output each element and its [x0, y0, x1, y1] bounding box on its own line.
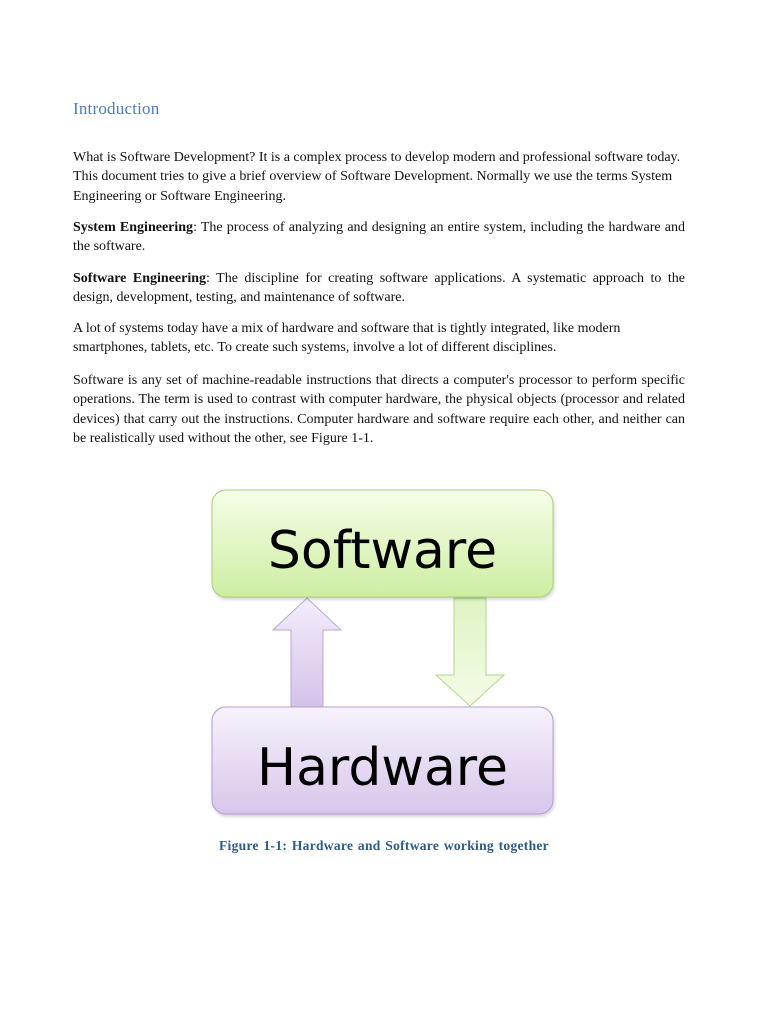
term-system-engineering: System Engineering	[73, 220, 194, 235]
paragraph-intro: What is Software Development? It is a complex process to develop modern and professional software today. This document tries to give a brief overview of Software Development. Normally we use the terms System Engineering or Software Engineering.	[73, 150, 681, 204]
hardware-box-label: Hardware	[256, 738, 509, 798]
arrow-up-icon	[273, 598, 341, 707]
software-box-label: Software	[267, 521, 498, 581]
paragraph-systems-mix: A lot of systems today have a mix of hardware and software that is tightly integrated, like modern smartphones, tablets, etc. To create such systems, involve a lot of different disciplines.	[73, 321, 621, 356]
paragraph-software-engineering	[73, 269, 685, 308]
section-heading: Introduction	[73, 99, 160, 118]
hardware-box	[212, 707, 553, 814]
definition-system-engineering: : The process of analyzing and designing an entire system, including the hardware and the software.	[73, 220, 685, 255]
definition-software-engineering: : The discipline for creating software applications. A systematic approach to the design, development, testing, and maintenance of software.	[73, 271, 685, 306]
software-box	[212, 490, 553, 597]
paragraph-software-definition: Software is any set of machine-readable instructions that directs a computer's processor to perform specific operations. The term is used to contrast with computer hardware, the physical objects (processor and related devices) that carry out the instructions. Computer hardware and software require each other, and neither can be realistically used without the other, see Figure 1-1.	[73, 373, 685, 447]
paragraph-system-engineering	[73, 218, 685, 257]
figure-caption: Figure 1-1: Hardware and Software working together	[219, 838, 549, 853]
arrow-down-icon	[436, 598, 504, 706]
term-software-engineering: Software Engineering	[73, 271, 207, 286]
